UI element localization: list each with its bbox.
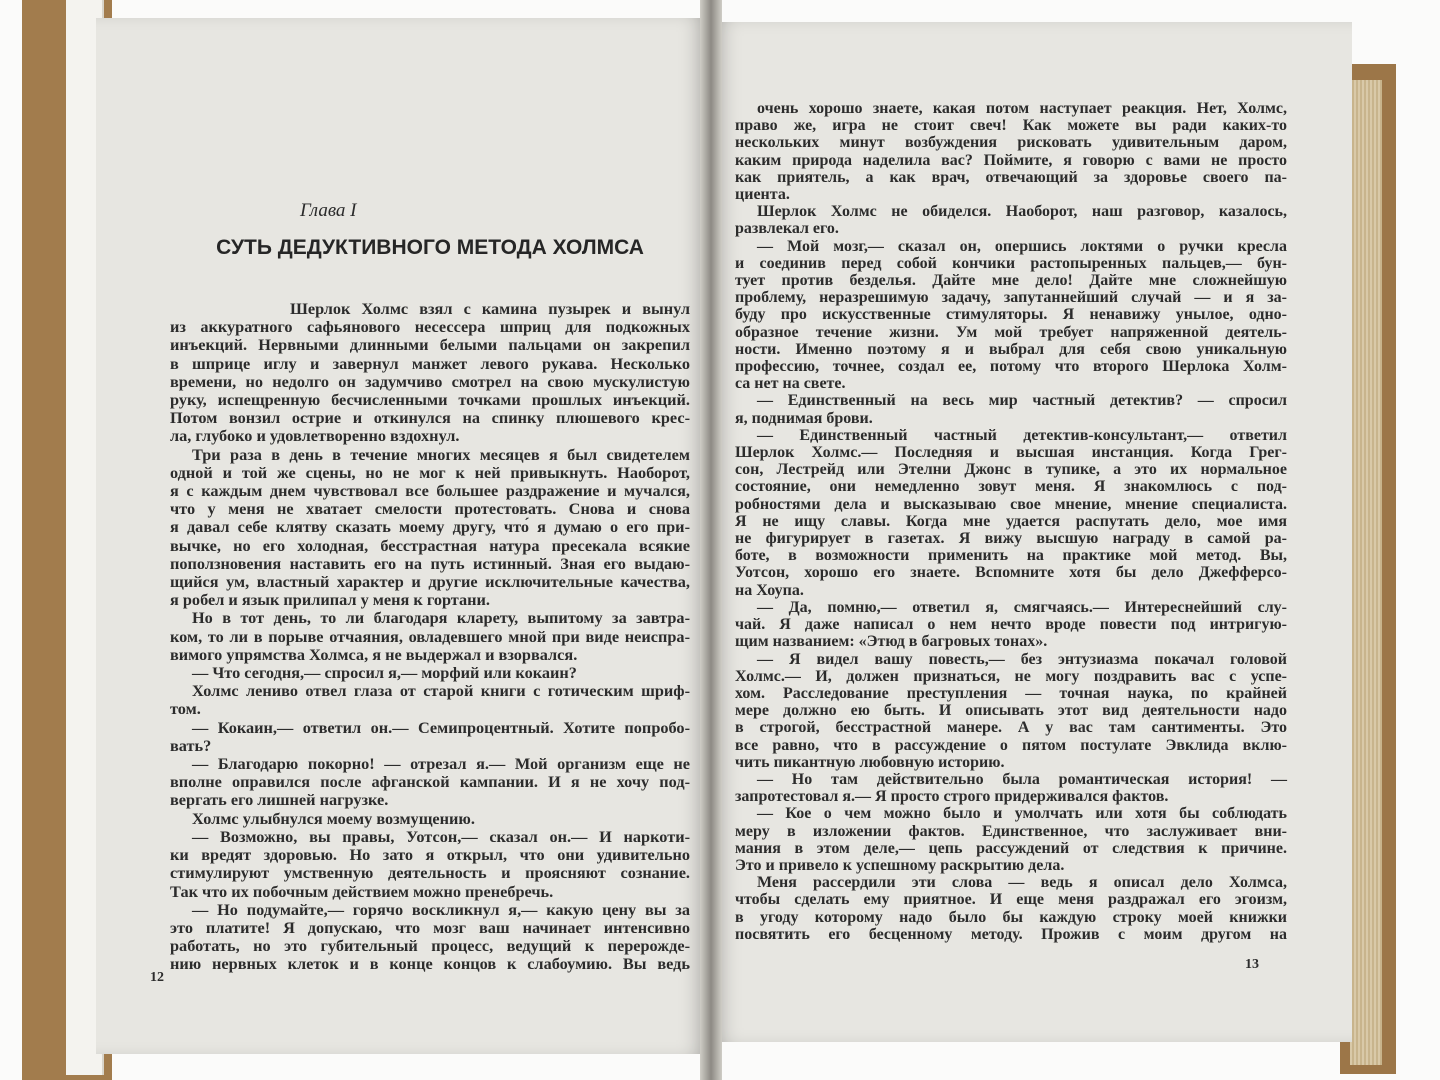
text-line: каким природа наделила вас? Поймите, я говорю с вами не просто (735, 151, 1287, 169)
text-line: вергать его лишней нагрузке. (170, 790, 389, 810)
text-line: Шерлок Холмс не обиделся. Наоборот, наш разговор, казалось, (757, 203, 1287, 221)
text-line: робностями дела и высказываю свое мнение, мнение специалиста. (735, 495, 1287, 513)
paragraph (735, 874, 1287, 943)
paragraph (170, 446, 690, 610)
text-line: хом. Расследование преступления — точная наука, по крайней (735, 684, 1287, 702)
text-line: состояние, они немедленно зовут меня. Я знакомлюсь с под- (735, 478, 1287, 496)
text-line: поползновения наставить его на путь истинный. Зная его выдаю- (170, 553, 690, 573)
text-line: — Что сегодня,— спросил я,— морфий или кокаин? (192, 663, 577, 683)
page-number-left: 12 (150, 970, 164, 985)
text-line: мере должно ею быть. И описывать этот вид деятельности надо (735, 702, 1287, 720)
text-line: щийся ум, властный характер и другие исключительные качества, (170, 572, 690, 592)
paragraph (735, 238, 1287, 393)
paragraph (735, 100, 1287, 203)
text-line: Так что их побочным действием можно пренебречь. (170, 881, 554, 901)
text-line: инъекций. Нервными длинными белыми пальцами он закрепил (170, 335, 690, 355)
text-line: — Единственный на весь мир частный детектив? — спросил (757, 392, 1287, 410)
text-line: циента. (735, 186, 790, 204)
paragraph (170, 682, 690, 718)
text-line: мания в этом деле,— цепь рассуждений от следствия к причине. (735, 839, 1287, 857)
text-line: нескольких минут возбуждения рисковать удивительным даром, (735, 134, 1287, 152)
text-line: — Возможно, вы правы, Уотсон,— сказал он.— И наркоти- (192, 826, 690, 846)
text-line: — Кокаин,— ответил он.— Семипроцентный. Хотите попробо- (192, 717, 690, 737)
text-line: — Кое о чем можно было и умолчать или хотя бы соблюдать (757, 805, 1287, 823)
chapter-label: Глава I (300, 200, 357, 221)
text-line: вполне оправился после афганской кампании. И я не хочу под- (170, 772, 690, 792)
text-line: ком, то ли в порыве отчаяния, овладевшего мной при виде неиспра- (170, 626, 690, 646)
text-line: работать, но это губительный процесс, ведущий к перерожде- (170, 936, 690, 956)
text-line: чай. Я даже написал о нем нечто вроде повести под интригую- (735, 616, 1287, 634)
paragraph (170, 901, 690, 974)
text-line: не фигурирует в газетах. Я вижу высшую награду в самой ра- (735, 530, 1287, 548)
text-line: боте, в возможности применить на практике мой метод. Вы, (735, 547, 1287, 565)
paragraph (735, 651, 1287, 771)
text-line: Холмс.— И, должен признаться, не могу поздравить вас с успе- (735, 667, 1287, 685)
text-line: образное течение жизни. Ум мой требует напряженной деятель- (735, 323, 1287, 341)
text-line: я с каждым днем чувствовал все большее раздражение и мучался, (170, 481, 690, 501)
text-line: вать? (170, 735, 212, 755)
paragraph (735, 392, 1287, 426)
text-line: щим названием: «Этюд в багровых тонах». (735, 633, 1048, 651)
text-line: из аккуратного сафьянового несессера шприц для подкожных (170, 317, 690, 337)
text-line: как приятель, а как врач, отвечающий за здоровье своего па- (735, 168, 1287, 186)
paragraph (735, 203, 1287, 237)
text-line: — Да, помню,— ответил я, смягчаясь.— Интереснейший слу- (757, 598, 1287, 616)
text-line: Меня рассердили эти слова — ведь я описал дело Холмса, (757, 874, 1287, 892)
text-line: — Единственный частный детектив-консультант,— ответил (757, 426, 1287, 444)
paragraph (735, 805, 1287, 874)
text-line: Это и привело к успешному раскрытию дела. (735, 856, 1065, 874)
text-line: стимулируют умственную деятельность и проясняют сознание. (170, 863, 690, 883)
text-line: я робел и язык прилипал у меня к гортани. (170, 590, 490, 610)
text-line: вычке, но его холодная, бесстрастная натура пресекала всякие (170, 535, 690, 555)
text-line: я, поднимая брови. (735, 409, 873, 427)
chapter-title: СУТЬ ДЕДУКТИВНОГО МЕТОДА ХОЛМСА (216, 236, 644, 259)
text-line: времени, но недолго он задумчиво смотрел на свою мускулистую (170, 371, 690, 391)
text-line: Уотсон, хорошо его знаете. Вспомните хотя бы дело Джефферсо- (735, 564, 1287, 582)
page-edge-right (1350, 80, 1382, 1065)
text-line: проблему, неразрешимую задачу, запутаннейший случай — и я за- (735, 289, 1287, 307)
text-line: нию нервных клеток и в конце концов к слабоумию. Вы ведь (170, 954, 690, 974)
text-line: — Благодарю покорно! — отрезал я.— Мой организм еще не (192, 754, 690, 774)
text-line: Шерлок Холмс.— Последняя и высшая инстанция. Когда Грег- (735, 444, 1287, 462)
paragraph (170, 755, 690, 810)
text-line: са нет на свете. (735, 375, 846, 393)
text-line: развлекал его. (735, 220, 839, 238)
text-line: буду про искусственные стимуляторы. Я ненавижу унылое, одно- (735, 306, 1287, 324)
text-line: посвятить его бесценному методу. Прожив с моим другом на (735, 925, 1287, 943)
paragraph (170, 828, 690, 901)
text-line: Холмс лениво отвел глаза от старой книги с готическим шриф- (192, 681, 690, 701)
text-line: том. (170, 699, 201, 719)
text-line: и соединив перед собой кончики растопыренных пальцев,— бун- (735, 254, 1287, 272)
text-line: в угоду которому надо было бы каждую строку моей книжки (735, 908, 1287, 926)
text-line: чтобы сделать ему приятное. И еще меня раздражал его эгоизм, (735, 891, 1287, 909)
text-line: ности. Именно поэтому я и выбрал для себя свою уникальную (735, 340, 1287, 358)
text-line: очень хорошо знаете, какая потом наступает реакция. Нет, Холмс, (757, 100, 1287, 117)
paragraph (735, 771, 1287, 805)
text-line: профессию, точнее, создал ее, потому что второго Шерлока Холм- (735, 358, 1287, 376)
text-line: на Хоупа. (735, 581, 804, 599)
text-line: Но в тот день, то ли благодаря кларету, выпитому за завтра- (192, 608, 690, 628)
text-line: ла, глубоко и удовлетворенно вздохнул. (170, 426, 460, 446)
text-line: Потом вонзил острие и откинулся на спинку плюшевого крес- (170, 408, 690, 428)
text-line: Три раза в день в течение многих месяцев я был свидетелем (192, 444, 690, 464)
paragraph (170, 300, 690, 446)
text-line: запротестовал я.— Я просто строго придерживался фактов. (735, 788, 1169, 806)
text-line: в шприце иглу и завернул манжет левого рукава. Несколько (170, 353, 690, 373)
paragraph (170, 719, 690, 755)
text-line: меру в изложении фактов. Единственное, что заслуживает вни- (735, 822, 1287, 840)
text-line: — Мой мозг,— сказал он, опершись локтями о ручки кресла (757, 237, 1287, 255)
text-line: — Но подумайте,— горячо воскликнул я,— какую цену вы за (192, 899, 690, 919)
text-line: сон, Лестрейд или Этелни Джонс в тупике, а это их нормальное (735, 461, 1287, 479)
text-line: чить пикантную любовную историю. (735, 753, 1005, 771)
text-line: Холмс улыбнулся моему возмущению. (192, 808, 475, 828)
text-line: Шерлок Холмс взял с камина пузырек и вынул (290, 299, 690, 318)
text-line: я давал себе клятву сказать моему другу, что́ я думаю о его при- (170, 517, 690, 537)
text-line: одной и той же сцены, но не мог к ней привыкнуть. Наоборот, (170, 462, 690, 482)
text-line: — Я видел вашу повесть,— без энтузиазма покачал головой (757, 650, 1287, 668)
right-page-text (735, 100, 1287, 943)
text-line: что у меня не хватает смелости протестовать. Снова и снова (170, 499, 690, 519)
book-spine-gutter (700, 0, 722, 1080)
text-line: все равно, что в рассуждение о пятом постулате Эвклида вклю- (735, 736, 1287, 754)
text-line: — Но там действительно была романтическая история! — (757, 770, 1287, 788)
page-number-right: 13 (1245, 957, 1259, 972)
paragraph (735, 427, 1287, 599)
text-line: вимого упрямства Холмса, я не выдержал и взорвался. (170, 644, 578, 664)
paragraph (735, 599, 1287, 651)
paragraph (170, 810, 690, 828)
text-line: это платите! Я допускаю, что мозг ваш начинает интенсивно (170, 917, 690, 937)
left-page-text (170, 300, 690, 974)
text-line: руку, испещренную бесчисленными точками прошлых инъекций. (170, 390, 690, 410)
text-line: в строгой, бесстрастной манере. А у вас там сантименты. Это (735, 719, 1287, 737)
paragraph (170, 609, 690, 664)
text-line: тует против безделья. Дайте мне дело! Дайте мне сложнейшую (735, 272, 1287, 290)
text-line: ки вредят здоровью. Но зато я открыл, что они удивительно (170, 845, 690, 865)
text-line: Я не ищу славы. Когда мне удается распутать дело, мое имя (735, 512, 1287, 530)
text-line: право же, игра не стоит свеч! Как можете вы ради каких-то (735, 117, 1287, 135)
paragraph (170, 664, 690, 682)
